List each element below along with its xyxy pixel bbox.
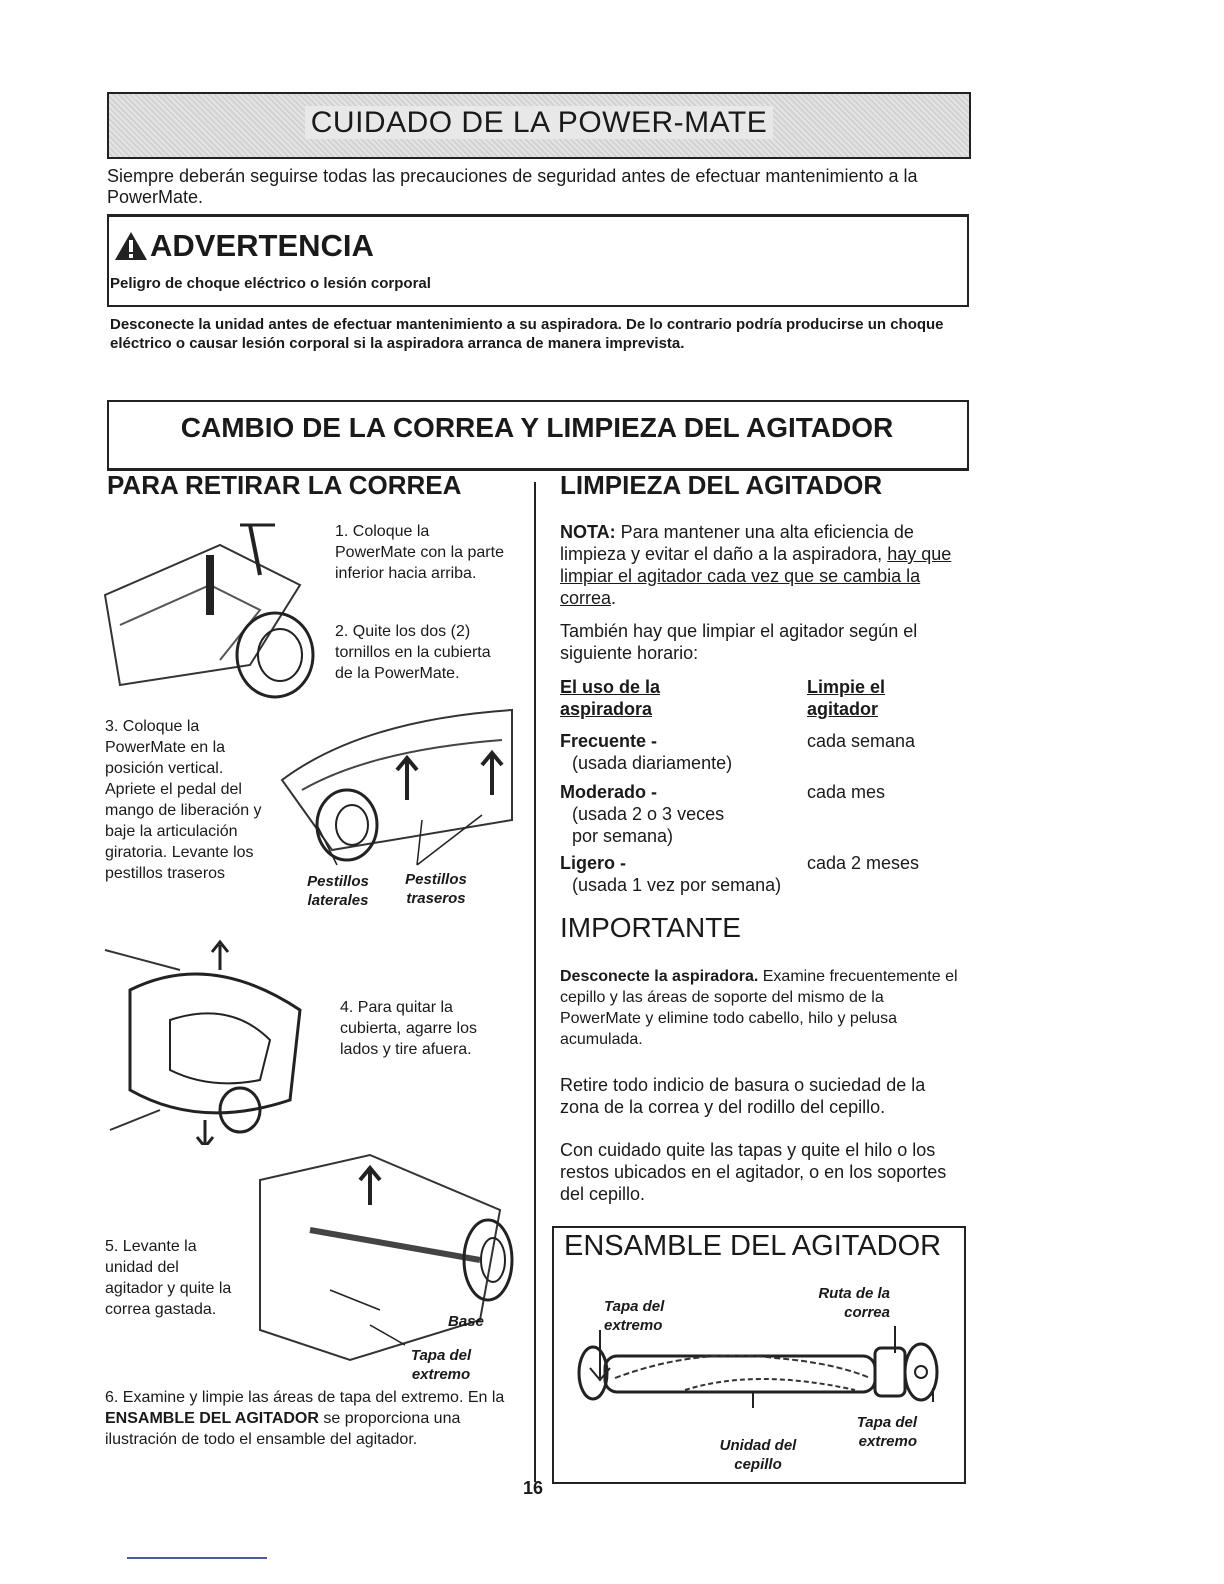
agitator-lift-illustration bbox=[250, 1150, 520, 1380]
agitator-assembly-illustration bbox=[575, 1318, 950, 1408]
section-title: CAMBIO DE LA CORREA Y LIMPIEZA DEL AGITADOR bbox=[180, 412, 894, 443]
page-number: 16 bbox=[523, 1478, 544, 1498]
right-heading: LIMPIEZA DEL AGITADOR bbox=[560, 470, 883, 500]
schedule-row-frecuente: Frecuente - (usada diariamente) cada semana bbox=[560, 731, 916, 773]
intro-text: Siempre deberán seguirse todas las precauciones de seguridad antes de efectuar mantenimiento a la PowerMate. bbox=[107, 166, 918, 207]
powermate-upright-illustration bbox=[272, 700, 522, 870]
schedule-intro: También hay que limpiar el agitador según el siguiente horario: bbox=[560, 621, 918, 663]
step-1: 1. Coloque la PowerMate con la parte inferior hacia arriba. bbox=[335, 523, 504, 582]
ensamble-heading: ENSAMBLE DEL AGITADOR bbox=[564, 1230, 942, 1262]
warning-triangle-icon bbox=[114, 231, 148, 261]
warning-title: ADVERTENCIA bbox=[114, 228, 374, 264]
importante-text: Desconecte la aspiradora. Examine frecuentemente el cepillo y las áreas de soporte del mismo de la PowerMate y elimine todo cabello, hilo y pelusa acumulada. bbox=[560, 968, 958, 1048]
paragraph-tapas: Con cuidado quite las tapas y quite el hilo o los restos ubicados en el agitador, o en los soportes del cepillo. bbox=[560, 1140, 947, 1204]
caption-pestillos-traseros: Pestillos traseros bbox=[405, 871, 467, 907]
schedule-row-moderado: Moderado - (usada 2 o 3 veces por semana) cada mes bbox=[560, 782, 886, 846]
col-header-uso: El uso de la aspiradora bbox=[560, 677, 661, 719]
paragraph-basura: Retire todo indicio de basura o suciedad de la zona de la correa y del rodillo del cepillo. bbox=[560, 1075, 926, 1117]
step-5: 5. Levante la unidad del agitador y quite la correa gastada. bbox=[105, 1238, 232, 1318]
importante-heading: IMPORTANTE bbox=[560, 912, 741, 943]
label-tapa-extremo-right: Tapa del extremo bbox=[856, 1414, 917, 1450]
label-tapa-extremo-left: Tapa del extremo bbox=[604, 1298, 665, 1334]
left-heading: PARA RETIRAR LA CORREA bbox=[107, 470, 462, 500]
page-title: CUIDADO DE LA POWER-MATE bbox=[109, 106, 969, 140]
section-header-box bbox=[107, 92, 971, 159]
step-3: 3. Coloque la PowerMate en la posición vertical. Apriete el pedal del mango de liberación y baje la articulación giratoria. Levante los pestillos traseros bbox=[105, 718, 262, 882]
step-2: 2. Quite los dos (2) tornillos en la cubierta de la PowerMate. bbox=[335, 623, 491, 682]
label-unidad-cepillo: Unidad del cepillo bbox=[719, 1437, 797, 1473]
label-ruta-correa: Ruta de la correa bbox=[818, 1285, 890, 1321]
warning-subtitle: Peligro de choque eléctrico o lesión corporal bbox=[110, 275, 431, 292]
col-header-limpie: Limpie el agitador bbox=[807, 677, 886, 719]
step-4: 4. Para quitar la cubierta, agarre los lados y tire afuera. bbox=[340, 999, 477, 1058]
nota-text: NOTA: Para mantener una alta eficiencia de limpieza y evitar el daño a la aspiradora, hay que limpiar el agitador cada vez que se cambia la correa. bbox=[560, 522, 952, 608]
schedule-row-ligero: Ligero - (usada 1 vez por semana) cada 2 meses bbox=[560, 853, 920, 895]
footer-line bbox=[127, 1557, 267, 1559]
warning-body: Desconecte la unidad antes de efectuar mantenimiento a su aspiradora. De lo contrario podría producirse un choque eléctrico o causar lesión corporal si la aspiradora arranca de manera imprevista. bbox=[110, 316, 944, 352]
caption-base: Base bbox=[448, 1313, 484, 1330]
caption-tapa-extremo: Tapa del extremo bbox=[410, 1347, 472, 1383]
step-6: 6. Examine y limpie las áreas de tapa del extremo. En la ENSAMBLE DEL AGITADOR se proporciona una ilustración de todo el ensamble del agitador. bbox=[105, 1389, 505, 1448]
cover-removal-illustration bbox=[100, 930, 330, 1145]
column-divider bbox=[534, 482, 536, 1482]
caption-pestillos-laterales: Pestillos laterales bbox=[307, 873, 369, 909]
powermate-underside-illustration bbox=[100, 515, 325, 705]
